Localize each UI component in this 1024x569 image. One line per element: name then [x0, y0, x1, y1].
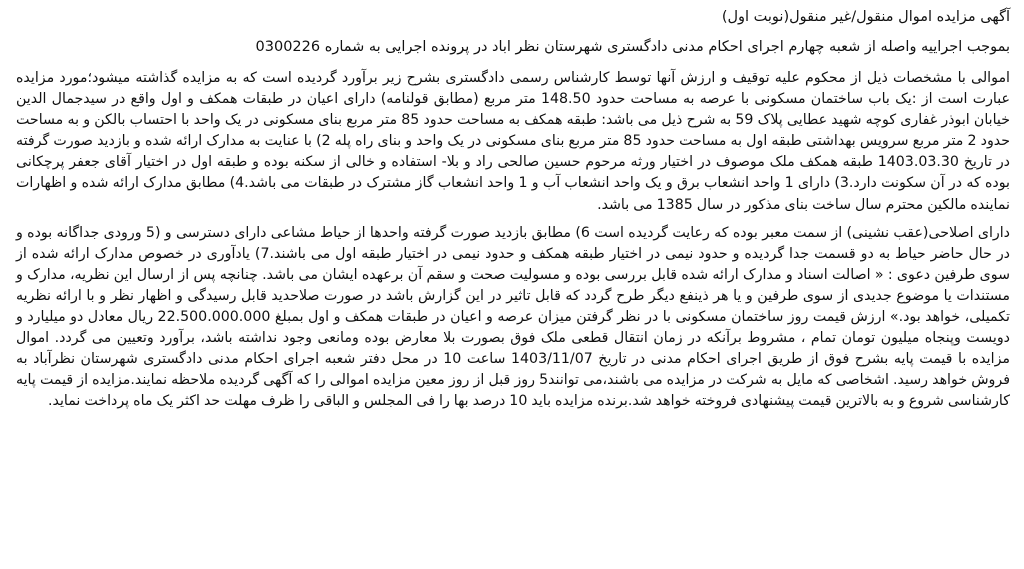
notice-paragraph-auction-terms: دارای اصلاحی(عقب نشینی) از سمت معبر بوده که رعایت گردیده است 6) مطابق بازدید صورت گرفته واحدها از حیاط مشاعی دارای دسترسی و (5 ورودی جداگانه بوده و در حال حاضر حیاط به دو قسمت جدا گردیده و حدود نیمی در اختیار طبقه همکف و حدود نیمی در اختیار طبقه اول می باشند.7) یادآوری در خصوص مدارک ارائه شده از سوی طرفین دعوی : « اصالت اسناد و مدارک ارائه شده قابل بررسی بوده و مسولیت صحت و سقم آن برعهده ایشان می باشد. چنانچه پس از ارسال این نظریه، مدارک و مستندات یا موضوع جدیدی از سوی طرفین و یا هر ذینفع دیگر طرح گردد که قابل تاثیر در این گزارش باشد در صورت صلاحدید قابل رسیدگی و اظهار نظر و با ارائه نظریه تکمیلی، خواهد بود.» ارزش قیمت روز ساختمان مسکونی با در نظر گرفتن میزان عرصه و اعیان در طبقات همکف و اول بمبلغ 22.500.000.000 ریال معادل دو میلیارد و دویست وپنجاه میلیون تومان تمام ، مشروط برآنکه در زمان انتقال قطعی ملک فوق بصورت بلا معارض بوده ومانعی وجود نداشته باشد، برآورد وتعیین می گردد. اموال مزایده با قیمت پایه بشرح فوق از طریق اجرای احکام مدنی در تاریخ 1403/11/07 ساعت 10 در محل دفتر شعبه اجرای احکام مدنی دادگستری شهرستان نظرآباد به فروش خواهد رسید. اشخاصی که مایل به شرکت در مزایده می باشند،می توانند5 روز قبل از روز معین مزایده اموالی را که آگهی گردیده ملاحظه نمایند.مزایده از قیمت پایه کارشناسی شروع و به بالاترین قیمت پیشنهادی فروخته خواهد شد.برنده مزایده باید 10 درصد بها را فی المجلس و الباقی را ظرف مهلت حد اکثر یک ماه پرداخت نماید.	[16, 224, 1010, 410]
notice-paragraph-property-description: اموالی با مشخصات ذیل از محکوم علیه توقیف و ارزش آنها توسط کارشناس رسمی دادگستری بشرح زیر برآورد گردیده است که به مزایده گذاشته میشود؛مورد مزایده عبارت است از :یک باب ساختمان مسکونی با عرصه به مساحت حدود 148.50 متر مربع (مطابق قولنامه) دارای اعیان در طبقات همکف و اول واقع در سیدجمال الدین خیابان ابوذر غفاری کوچه شهید عطایی پلاک 59 به شرح ذیل می باشد: طبقه همکف به مساحت حدود 85 متر مربع بنای مسکونی در یک واحد با احتساب بالکن و به مساحت حدود 2 متر مربع سرویس بهداشتی طبقه اول به مساحت حدود 85 متر مربع بنای مسکونی در یک واحد و بنای راه پله 2) با عنایت به مدارک ارائه شده و بازدید صورت گرفته در تاریخ 1403.03.30 طبقه همکف ملک موصوف در اختیار ورثه مرحوم حسین صالحی راد و بلا- استفاده و خالی از سکنه بوده و طبقه اول در اختیار آقای جعفر پرچکانی بوده که در آن سکونت دارد.3) دارای 1 واحد انشعاب برق و یک واحد انشعاب آب و 1 واحد انشعاب گاز مشترک در طبقات می باشد.4) مطابق مدارک ارائه شده و اظهارات نماینده مالکین محترم سال ساخت بنای مذکور در سال 1385 می باشد.	[16, 70, 1011, 213]
notice-title: آگهی مزایده اموال منقول/غیر منقول(نوبت اول)	[721, 9, 1010, 25]
notice-subtitle: بموجب اجراییه واصله از شعبه چهارم اجرای احکام مدنی دادگستری شهرستان نظر اباد در پرونده اجرایی به شماره 0300226	[255, 39, 1010, 55]
auction-notice-document	[16, 4, 1010, 413]
